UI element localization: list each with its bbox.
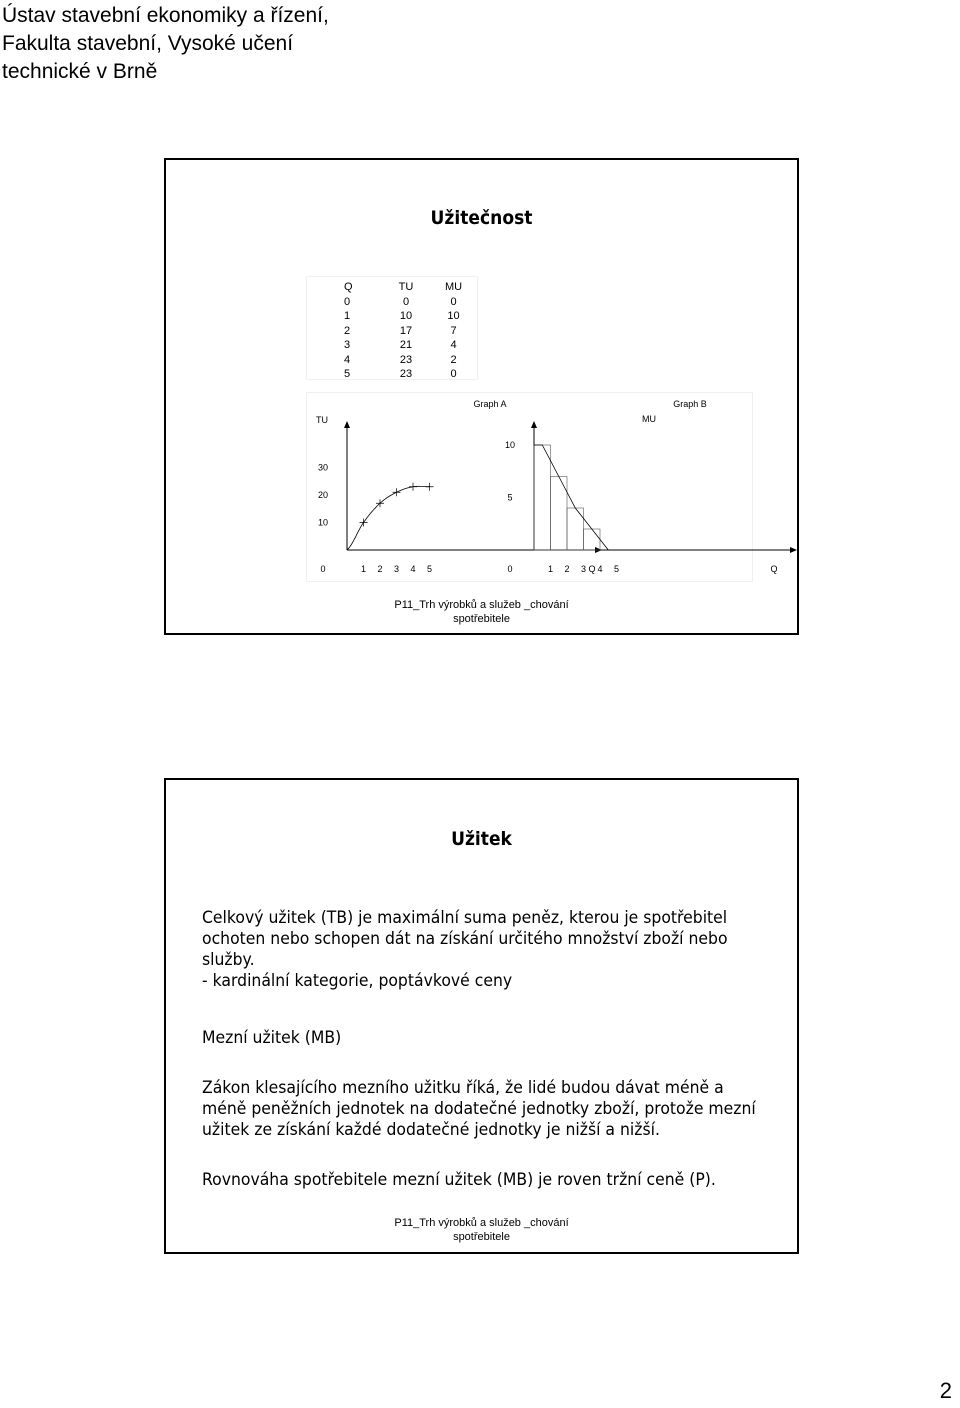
graph-a-y-arrow — [344, 421, 350, 428]
graph-b-y-tick-label: 5 — [507, 492, 513, 503]
graph-b-title: Graph B — [673, 399, 707, 409]
table-cell: 4 — [344, 353, 351, 366]
table-cell: 10 — [399, 310, 413, 323]
graph-a-y-tick-label: 10 — [317, 517, 329, 528]
utility-graphs — [307, 393, 778, 583]
footer-line: spotřebitele — [453, 1231, 510, 1243]
diminishing-utility-paragraph — [202, 1078, 756, 1141]
footer-line: spotřebitele — [453, 613, 510, 625]
header-line: technické v Brně — [2, 60, 158, 83]
graph-a-title: Graph A — [473, 399, 507, 409]
page-number: 2 — [939, 1378, 952, 1403]
text-line: Zákon klesajícího mezního užitku říká, že lidé budou dávat méně a — [202, 1078, 724, 1098]
table-cell: 10 — [447, 310, 460, 323]
graph-a-y-label: TU — [316, 415, 328, 425]
utility-table — [326, 280, 481, 382]
table-cell: 2 — [450, 353, 457, 366]
slide-footer — [166, 598, 797, 626]
graph-b-x-tick-label: 1 — [547, 564, 554, 574]
graph-b-mu-bar — [534, 445, 551, 550]
text-line: méně peněžních jednotek na dodatečné jednotky zboží, protože mezní — [202, 1099, 756, 1119]
graph-b-x-tick-label: 2 — [564, 564, 570, 574]
text-line: ochoten nebo schopen dát na získání určitého množství zboží nebo — [202, 929, 728, 949]
slide-title: Užitek — [451, 828, 512, 850]
document-header — [2, 2, 329, 86]
column-header-mu: MU — [444, 281, 463, 294]
graph-a-point-marker — [426, 483, 434, 491]
graph-a-tu-curve — [347, 486, 430, 550]
text-line: - kardinální kategorie, poptávkové ceny — [202, 971, 513, 991]
text-line: služby. — [202, 950, 255, 970]
graphs-panel — [306, 392, 778, 582]
text-line: užitek ze získání každé dodatečné jednotky je nižší a nižší. — [202, 1120, 660, 1140]
graph-b-x-label: Q — [770, 564, 778, 574]
slide-footer — [166, 1216, 797, 1244]
consumer-equilibrium-text: Rovnováha spotřebitele mezní užitek (MB) je roven tržní ceně (P). — [202, 1170, 716, 1190]
table-row — [326, 324, 481, 339]
table-row — [326, 367, 481, 382]
table-row — [326, 353, 481, 368]
graph-a-y-tick-label: 0 — [320, 564, 326, 574]
graph-a-x-tick-label: 4 — [410, 564, 416, 574]
graph-a-x-tick-label: 2 — [377, 564, 383, 574]
table-cell: 0 — [402, 295, 410, 308]
graph-a-point-marker — [393, 488, 401, 496]
table-cell: 0 — [450, 295, 457, 308]
graph-b-x-arrow — [790, 547, 797, 553]
table-cell: 3 — [344, 339, 351, 352]
table-cell: 23 — [399, 368, 413, 381]
table-cell: 0 — [450, 368, 457, 381]
slide-title: Užitečnost — [430, 207, 533, 229]
graph-b-mu-curve — [534, 445, 608, 550]
graph-b-y-tick-label: 0 — [507, 564, 513, 574]
graph-b-x-tick-label: 5 — [613, 564, 620, 574]
table-row — [326, 338, 481, 353]
table-cell: 2 — [344, 324, 351, 337]
table-cell: 7 — [450, 324, 457, 337]
footer-line: P11_Trh výrobků a služeb _chování — [394, 1217, 569, 1229]
marginal-utility-heading: Mezní užitek (MB) — [202, 1028, 342, 1048]
graph-b-y-tick-label: 10 — [504, 440, 516, 450]
slide-utility-definitions — [164, 778, 799, 1254]
table-cell: 5 — [344, 368, 351, 381]
graph-a-y-tick-label: 30 — [317, 462, 329, 473]
graph-a-x-tick-label: 1 — [360, 564, 367, 574]
table-cell: 21 — [399, 339, 413, 352]
graph-b-y-label: MU — [642, 414, 656, 424]
header-line: Ústav stavební ekonomiky a řízení, — [2, 4, 329, 27]
graph-a-y-tick-label: 20 — [317, 490, 329, 500]
footer-line: P11_Trh výrobků a služeb _chování — [394, 599, 569, 611]
graph-b-y-arrow — [531, 421, 537, 428]
column-header-q: Q — [344, 281, 353, 294]
table-cell: 4 — [450, 339, 457, 352]
slide-utility — [164, 158, 799, 635]
header-line: Fakulta stavební, Vysoké učení — [2, 32, 294, 55]
table-row — [326, 295, 481, 310]
graph-a-x-label: Q — [588, 564, 596, 574]
graph-a-point-marker — [360, 519, 368, 527]
graph-b-x-tick-label: 4 — [597, 564, 603, 574]
graph-a-x-tick-label: 3 — [393, 564, 400, 574]
graph-b-mu-bar — [584, 529, 601, 550]
table-cell: 17 — [399, 324, 413, 337]
table-row — [326, 309, 481, 324]
table-cell: 1 — [344, 310, 351, 323]
graph-a-point-marker — [409, 483, 417, 491]
graph-a-x-tick-label: 5 — [426, 564, 433, 574]
table-header-row — [326, 280, 481, 295]
column-header-tu: TU — [398, 281, 414, 294]
graph-b-x-tick-label: 3 — [580, 564, 587, 574]
table-cell: 23 — [399, 353, 413, 366]
total-utility-paragraph — [202, 908, 726, 992]
table-cell: 0 — [344, 295, 351, 308]
text-line: Celkový užitek (TB) je maximální suma peněz, kterou je spotřebitel — [202, 908, 728, 928]
graph-b-mu-bar — [567, 508, 584, 550]
